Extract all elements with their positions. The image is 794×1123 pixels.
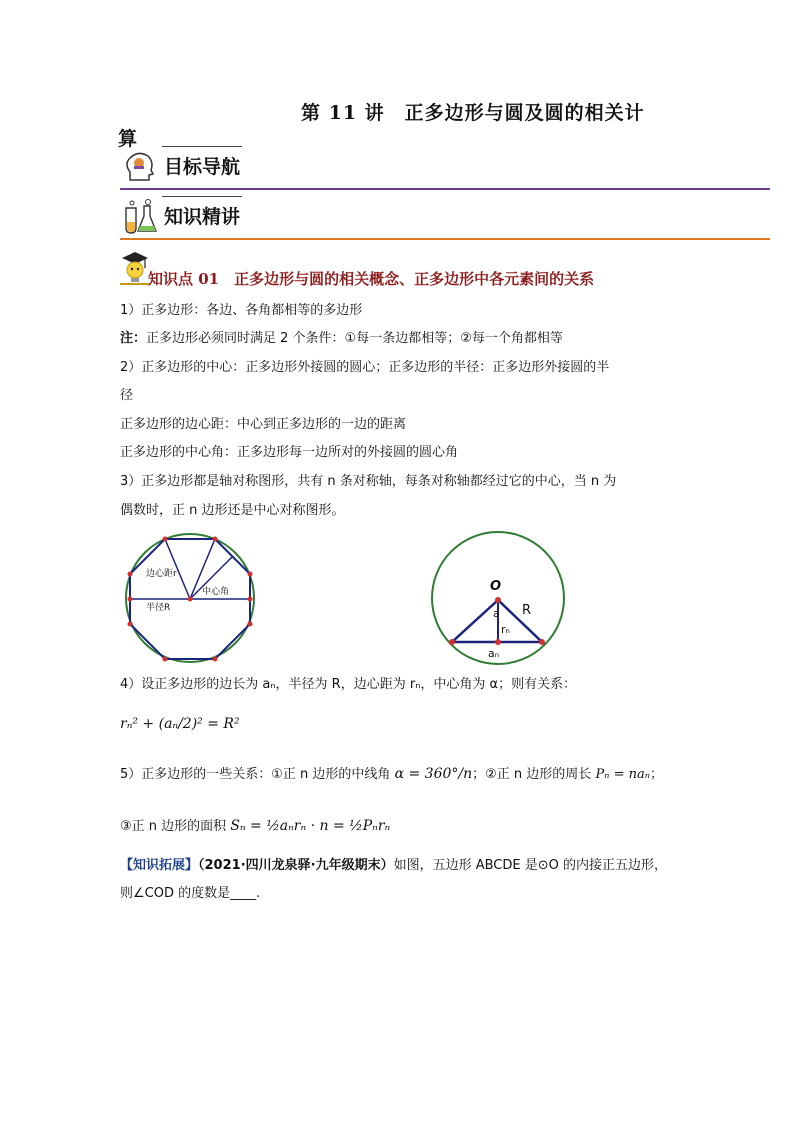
label-radius: 半径R	[146, 603, 171, 613]
note-paragraph	[120, 330, 563, 348]
head-brain-icon	[122, 150, 158, 186]
central-angle-formula: α = 360°/n	[394, 766, 473, 782]
paragraph-2a: 2）正多边形的中心：正多边形外接圆的圆心；正多边形的半径：正多边形外接圆的半	[120, 360, 610, 375]
extension-text: 如图，五边形 ABCDE 是⊙O 的内接正五边形，	[393, 858, 667, 873]
paragraph-5	[120, 765, 663, 784]
page-title: 第 11 讲 正多边形与圆及圆的相关计	[301, 102, 645, 124]
section-rule	[120, 188, 770, 190]
section-goal-label: 目标导航	[164, 156, 241, 178]
label-rn: rₙ	[501, 623, 510, 636]
note-text: 正多边形必须同时满足 2 个条件：①每一条边都相等；②每一个角都相等	[146, 331, 563, 346]
knowledge-point-title: 知识点 01 正多边形与圆的相关概念、正多边形中各元素间的关系	[148, 270, 595, 288]
p5-prefix: 5）正多边形的一些关系：①正 n 边形的中线角	[120, 767, 391, 782]
label-a: a	[493, 607, 500, 620]
octagon-figure	[118, 528, 263, 668]
section-knowledge	[120, 196, 770, 240]
section-knowledge-label: 知识精讲	[164, 206, 241, 228]
extension-paragraph	[120, 857, 667, 875]
paragraph-6	[120, 817, 390, 836]
label-radius-r: R	[522, 603, 532, 618]
extension-source: （2021·四川龙泉驿·九年级期末）	[198, 858, 394, 873]
area-formula: Sₙ = ½aₙrₙ · n = ½Pₙrₙ	[230, 818, 391, 834]
formula-4: rₙ² + (aₙ/2)² = R²	[120, 716, 240, 732]
page-title-continued: 算	[118, 128, 138, 150]
label-apothem: 边心距r	[146, 569, 177, 579]
p5-mid: ；②正 n 边形的周长	[472, 767, 592, 782]
paragraph-3a: 3）正多边形都是轴对称图形，共有 n 条对称轴，每条对称轴都经过它的中心，当 n 为	[120, 474, 617, 489]
perimeter-formula: Pₙ = naₙ	[595, 767, 651, 782]
label-central-angle: 中心角	[202, 587, 230, 597]
extension-question: 则∠COD 的度数是____.	[120, 886, 261, 901]
p6-prefix: ③正 n 边形的面积	[120, 819, 227, 834]
paragraph-1: 1）正多边形：各边、各角都相等的多边形	[120, 303, 363, 318]
extension-label: 【知识拓展】	[120, 858, 199, 873]
label-center-o: O	[490, 579, 502, 594]
paragraph-2b: 径	[120, 388, 134, 403]
graduate-bulb-icon	[118, 250, 152, 288]
note-label: 注：	[120, 331, 147, 346]
section-rule	[120, 238, 770, 240]
paragraph-2c: 正多边形的边心距：中心到正多边形的一边的距离	[120, 417, 407, 432]
section-overline	[162, 196, 242, 197]
triangle-figure	[430, 530, 566, 666]
paragraph-2d: 正多边形的中心角：正多边形每一边所对的外接圆的圆心角	[120, 445, 459, 460]
paragraph-3b: 偶数时，正 n 边形还是中心对称图形。	[120, 503, 345, 518]
label-an: aₙ	[488, 647, 500, 660]
section-goal	[120, 146, 770, 190]
p5-end: ；	[650, 767, 664, 782]
section-overline	[162, 146, 242, 147]
paragraph-4: 4）设正多边形的边长为 aₙ，半径为 R，边心距为 rₙ，中心角为 α；则有关系：	[120, 677, 577, 692]
lab-flask-icon	[120, 198, 160, 236]
